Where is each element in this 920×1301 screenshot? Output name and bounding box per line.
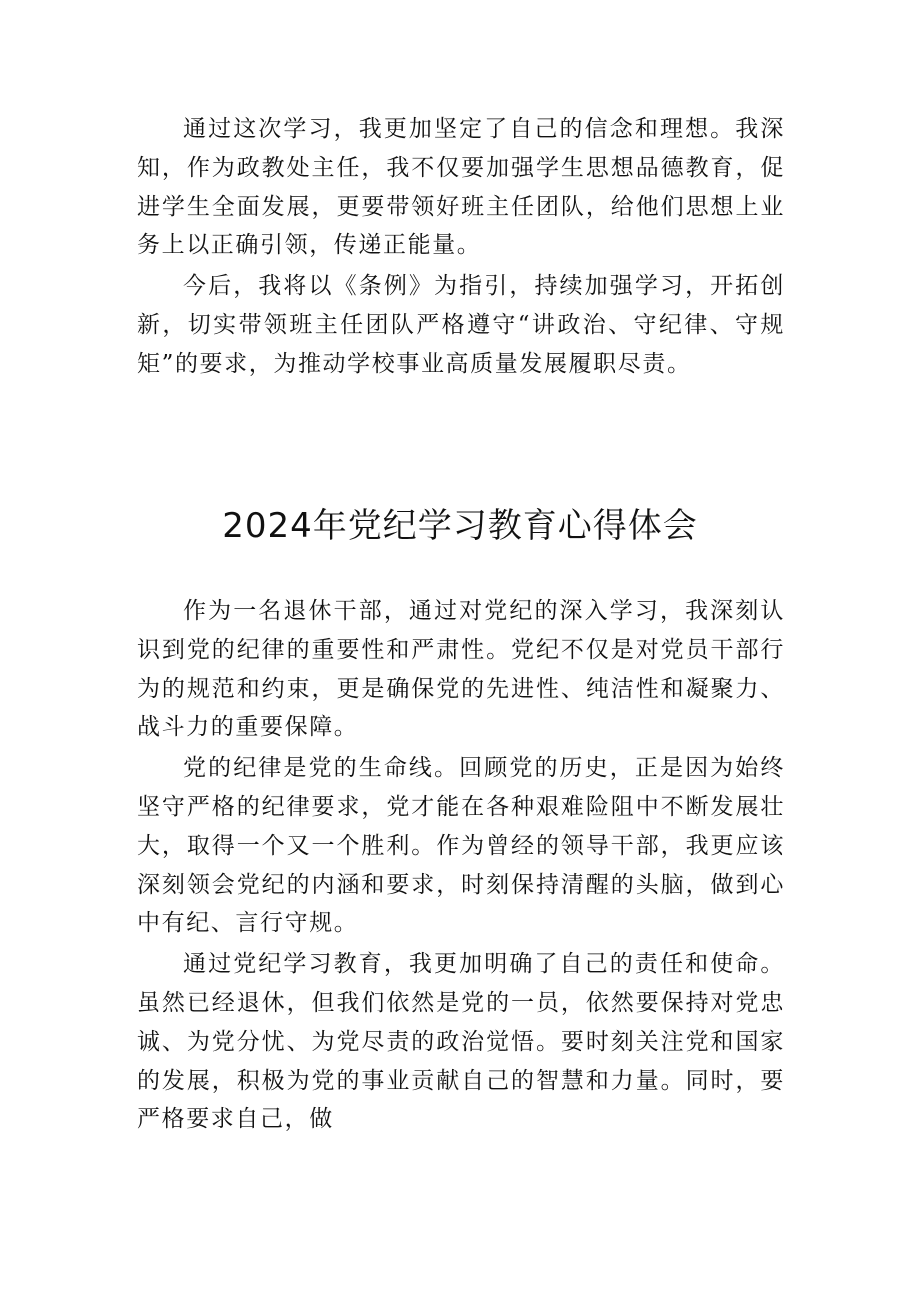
article-title: 2024年党纪学习教育心得体会: [222, 506, 698, 546]
body-paragraph: 今后，我将以《条例》为指引，持续加强学习，开拓创新，切实带领班主任团队严格遵守“讲政治、守纪律、守规矩”的要求，为推动学校事业高质量发展履职尽责。: [137, 273, 785, 377]
body-paragraph: 通过党纪学习教育，我更加明确了自己的责任和使命。虽然已经退休，但我们依然是党的一员，依然要保持对党忠诚、为党分忧、为党尽责的政治觉悟。要时刻关注党和国家的发展，积极为党的事业贡献自己的智慧和力量。同时，要严格要求自己，做: [137, 951, 785, 1133]
previous-article-ending: [137, 110, 785, 384]
body-paragraph: 通过这次学习，我更加坚定了自己的信念和理想。我深知，作为政教处主任，我不仅要加强学生思想品德教育，促进学生全面发展，更要带领好班主任团队，给他们思想上业务上以正确引领，传递正能量。: [137, 116, 785, 259]
body-paragraph: 作为一名退休干部，通过对党纪的深入学习，我深刻认识到党的纪律的重要性和严肃性。党纪不仅是对党员干部行为的规范和约束，更是确保党的先进性、纯洁性和凝聚力、战斗力的重要保障。: [137, 598, 785, 741]
article-body: [137, 592, 785, 1139]
body-paragraph: 党的纪律是党的生命线。回顾党的历史，正是因为始终坚守严格的纪律要求，党才能在各种艰难险阻中不断发展壮大，取得一个又一个胜利。作为曾经的领导干部，我更应该深刻领会党纪的内涵和要求，时刻保持清醒的头脑，做到心中有纪、言行守规。: [137, 755, 785, 937]
